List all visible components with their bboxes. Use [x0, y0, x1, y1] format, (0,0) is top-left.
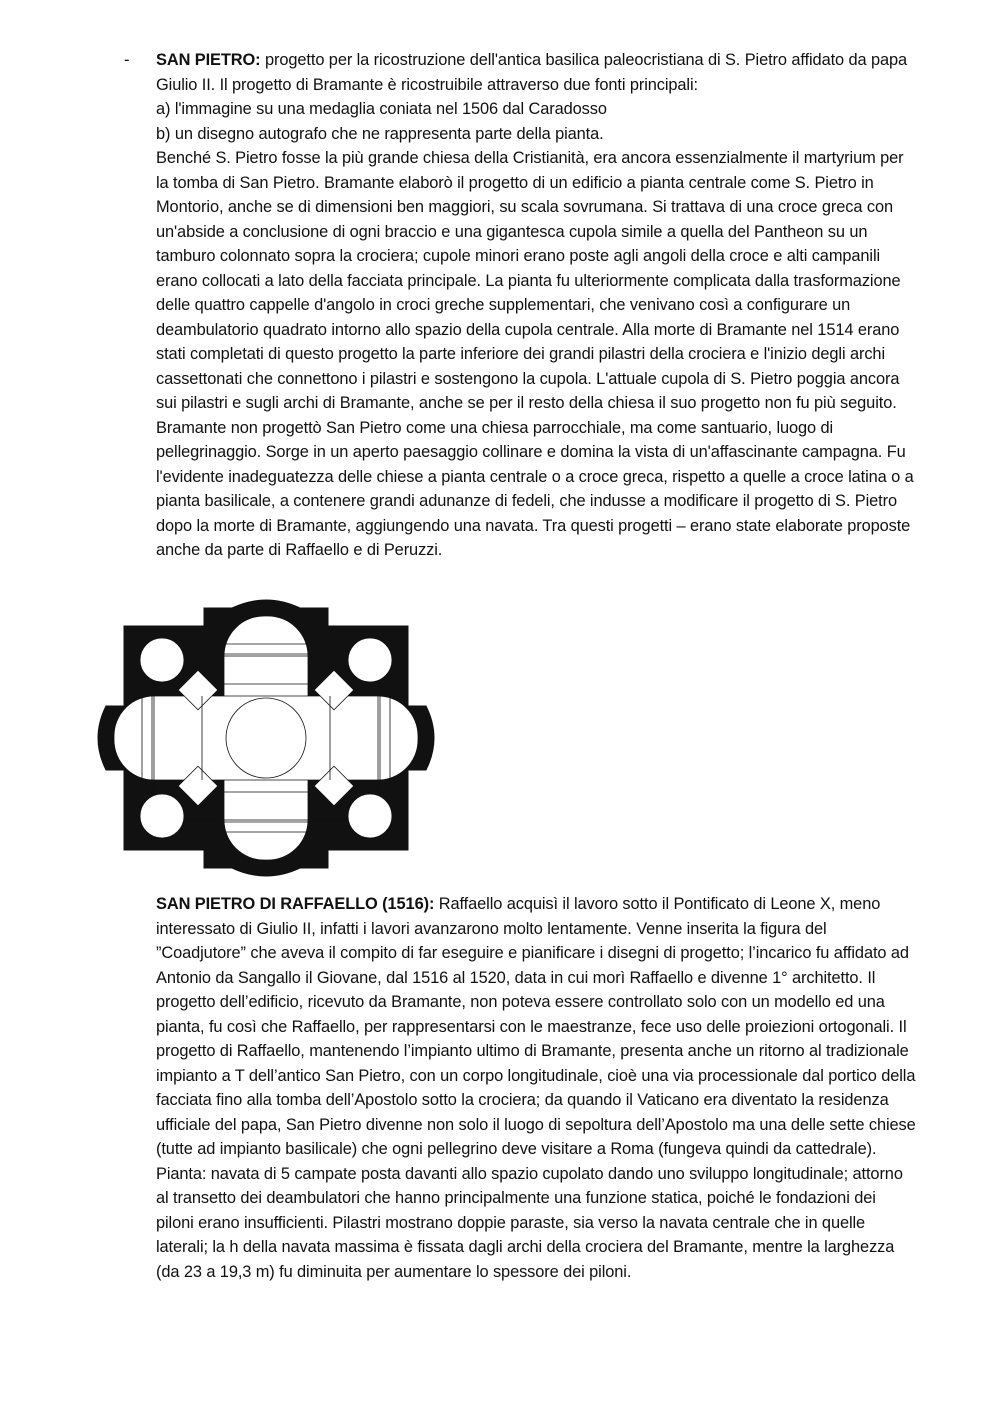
floor-plan-drawing: [96, 598, 436, 878]
intro-paragraph: [156, 48, 916, 97]
body-paragraph: Benché S. Pietro fosse la più grande chiesa della Cristianità, era ancora essenzialmente il martyrium per la tomba di San Pietro. Bramante elaborò il progetto di un edificio a pianta centrale come S. Pietro in Montorio, anche se di dimensioni ben maggiori, su scala sovrumana. Si trattava di una croce greca con un'abside a conclusione di ogni braccio e una gigantesca cupola simile a quella del Pantheon su un tamburo colonnato sopra la crociera; cupole minori erano poste agli angoli della croce e alti campanili erano collocati a lato della facciata principale. La pianta fu ulteriormente complicata dalla trasformazione delle quattro cappelle d'angolo in croci greche supplementari, che venivano così a configurare un deambulatorio quadrato intorno allo spazio della cupola centrale. Alla morte di Bramante nel 1514 erano stati completati di questo progetto la parte inferiore dei grandi pilastri della crociera e l'inizio degli archi cassettonati che connettono i pilastri e sostengono la cupola. L'attuale cupola di S. Pietro poggia ancora sui pilastri e sugli archi di Bramante, anche se per il resto della chiesa il suo progetto non fu più seguito. Bramante non progettò San Pietro come una chiesa parrocchiale, ma come santuario, luogo di pellegrinaggio. Sorge in un aperto paesaggio collinare e domina la vista di un'affascinante campagna. Fu l'evidente inadeguatezza delle chiese a pianta centrale o a croce greca, rispetto a quelle a croce latina o a pianta basilicale, a contenere grandi adunanze di fedeli, che indusse a modificare il progetto di S. Pietro dopo la morte di Bramante, aggiungendo una navata. Tra questi progetti – erano state elaborate proposte anche da parte di Raffaello e di Peruzzi.: [156, 149, 914, 559]
intro-text: progetto per la ricostruzione dell'antica basilica paleocristiana di S. Pietro affidato da papa Giulio II. Il progetto di Bramante è ricostruibile attraverso due fonti principali:: [156, 51, 908, 94]
source-b: b) un disegno autografo che ne rappresenta parte della pianta.: [156, 124, 604, 143]
central-dome: [226, 698, 306, 778]
corner-chapel: [348, 638, 392, 682]
source-a: a) l'immagine su una medaglia coniata nel 1506 dal Caradosso: [156, 100, 607, 118]
raffaello-paragraph: [156, 892, 916, 1284]
raffaello-text: Raffaello acquisì il lavoro sotto il Pontificato di Leone X, meno interessato di Giulio II, infatti i lavori avanzarono molto lentamente. Venne inserita la figura del ”Coadjutore” che aveva il compito di far eseguire e pianificare i disegni di progetto; l’incarico fu affidato ad Antonio da Sangallo il Giovane, dal 1516 al 1520, data in cui morì Raffaello e divenne 1° architetto. Il progetto dell’edificio, ricevuto da Bramante, non poteva essere controllato solo con un modello ed una pianta, fu così che Raffaello, per rappresentarsi con le maestranze, fece uso delle proiezioni ortogonali. Il progetto di Raffaello, mantenendo l’impianto ultimo di Bramante, presenta anche un ritorno al tradizionale impianto a T dell’antico San Pietro, con un corpo longitudinale, cioè una via processionale dal portico della facciata fino alla tomba dell’Apostolo sotto la crociera; da quando il Vaticano era diventato la residenza ufficiale del papa, San Pietro divenne non solo il luogo di sepoltura dell’Apostolo ma una delle sette chiese (tutte ad impianto basilicale) che ogni pellegrino deve visitare a Roma (fungeva quindi da cattedrale). Pianta: navata di 5 campate posta davanti allo spazio cupolato dando uno sviluppo longitudinale; attorno al transetto dei deambulatori che hanno principalmente una funzione statica, poiché le fondazioni dei piloni erano insufficienti. Pilastri mostrano doppie paraste, sia verso la navata centrale che in quelle laterali; la h della navata massima è fissata dagli archi della crociera del Bramante, mentre la larghezza (da 23 a 19,3 m) fu diminuita per aumentare lo spessore dei piloni.: [156, 895, 916, 1281]
list-bullet: -: [124, 51, 130, 69]
section-san-pietro-raffaello: [156, 892, 916, 1284]
corner-chapel: [348, 794, 392, 838]
corner-chapel: [140, 638, 184, 682]
section-heading: SAN PIETRO:: [156, 51, 261, 69]
section-san-pietro: [156, 48, 916, 563]
section-heading: SAN PIETRO DI RAFFAELLO (1516):: [156, 895, 435, 913]
corner-chapel: [140, 794, 184, 838]
